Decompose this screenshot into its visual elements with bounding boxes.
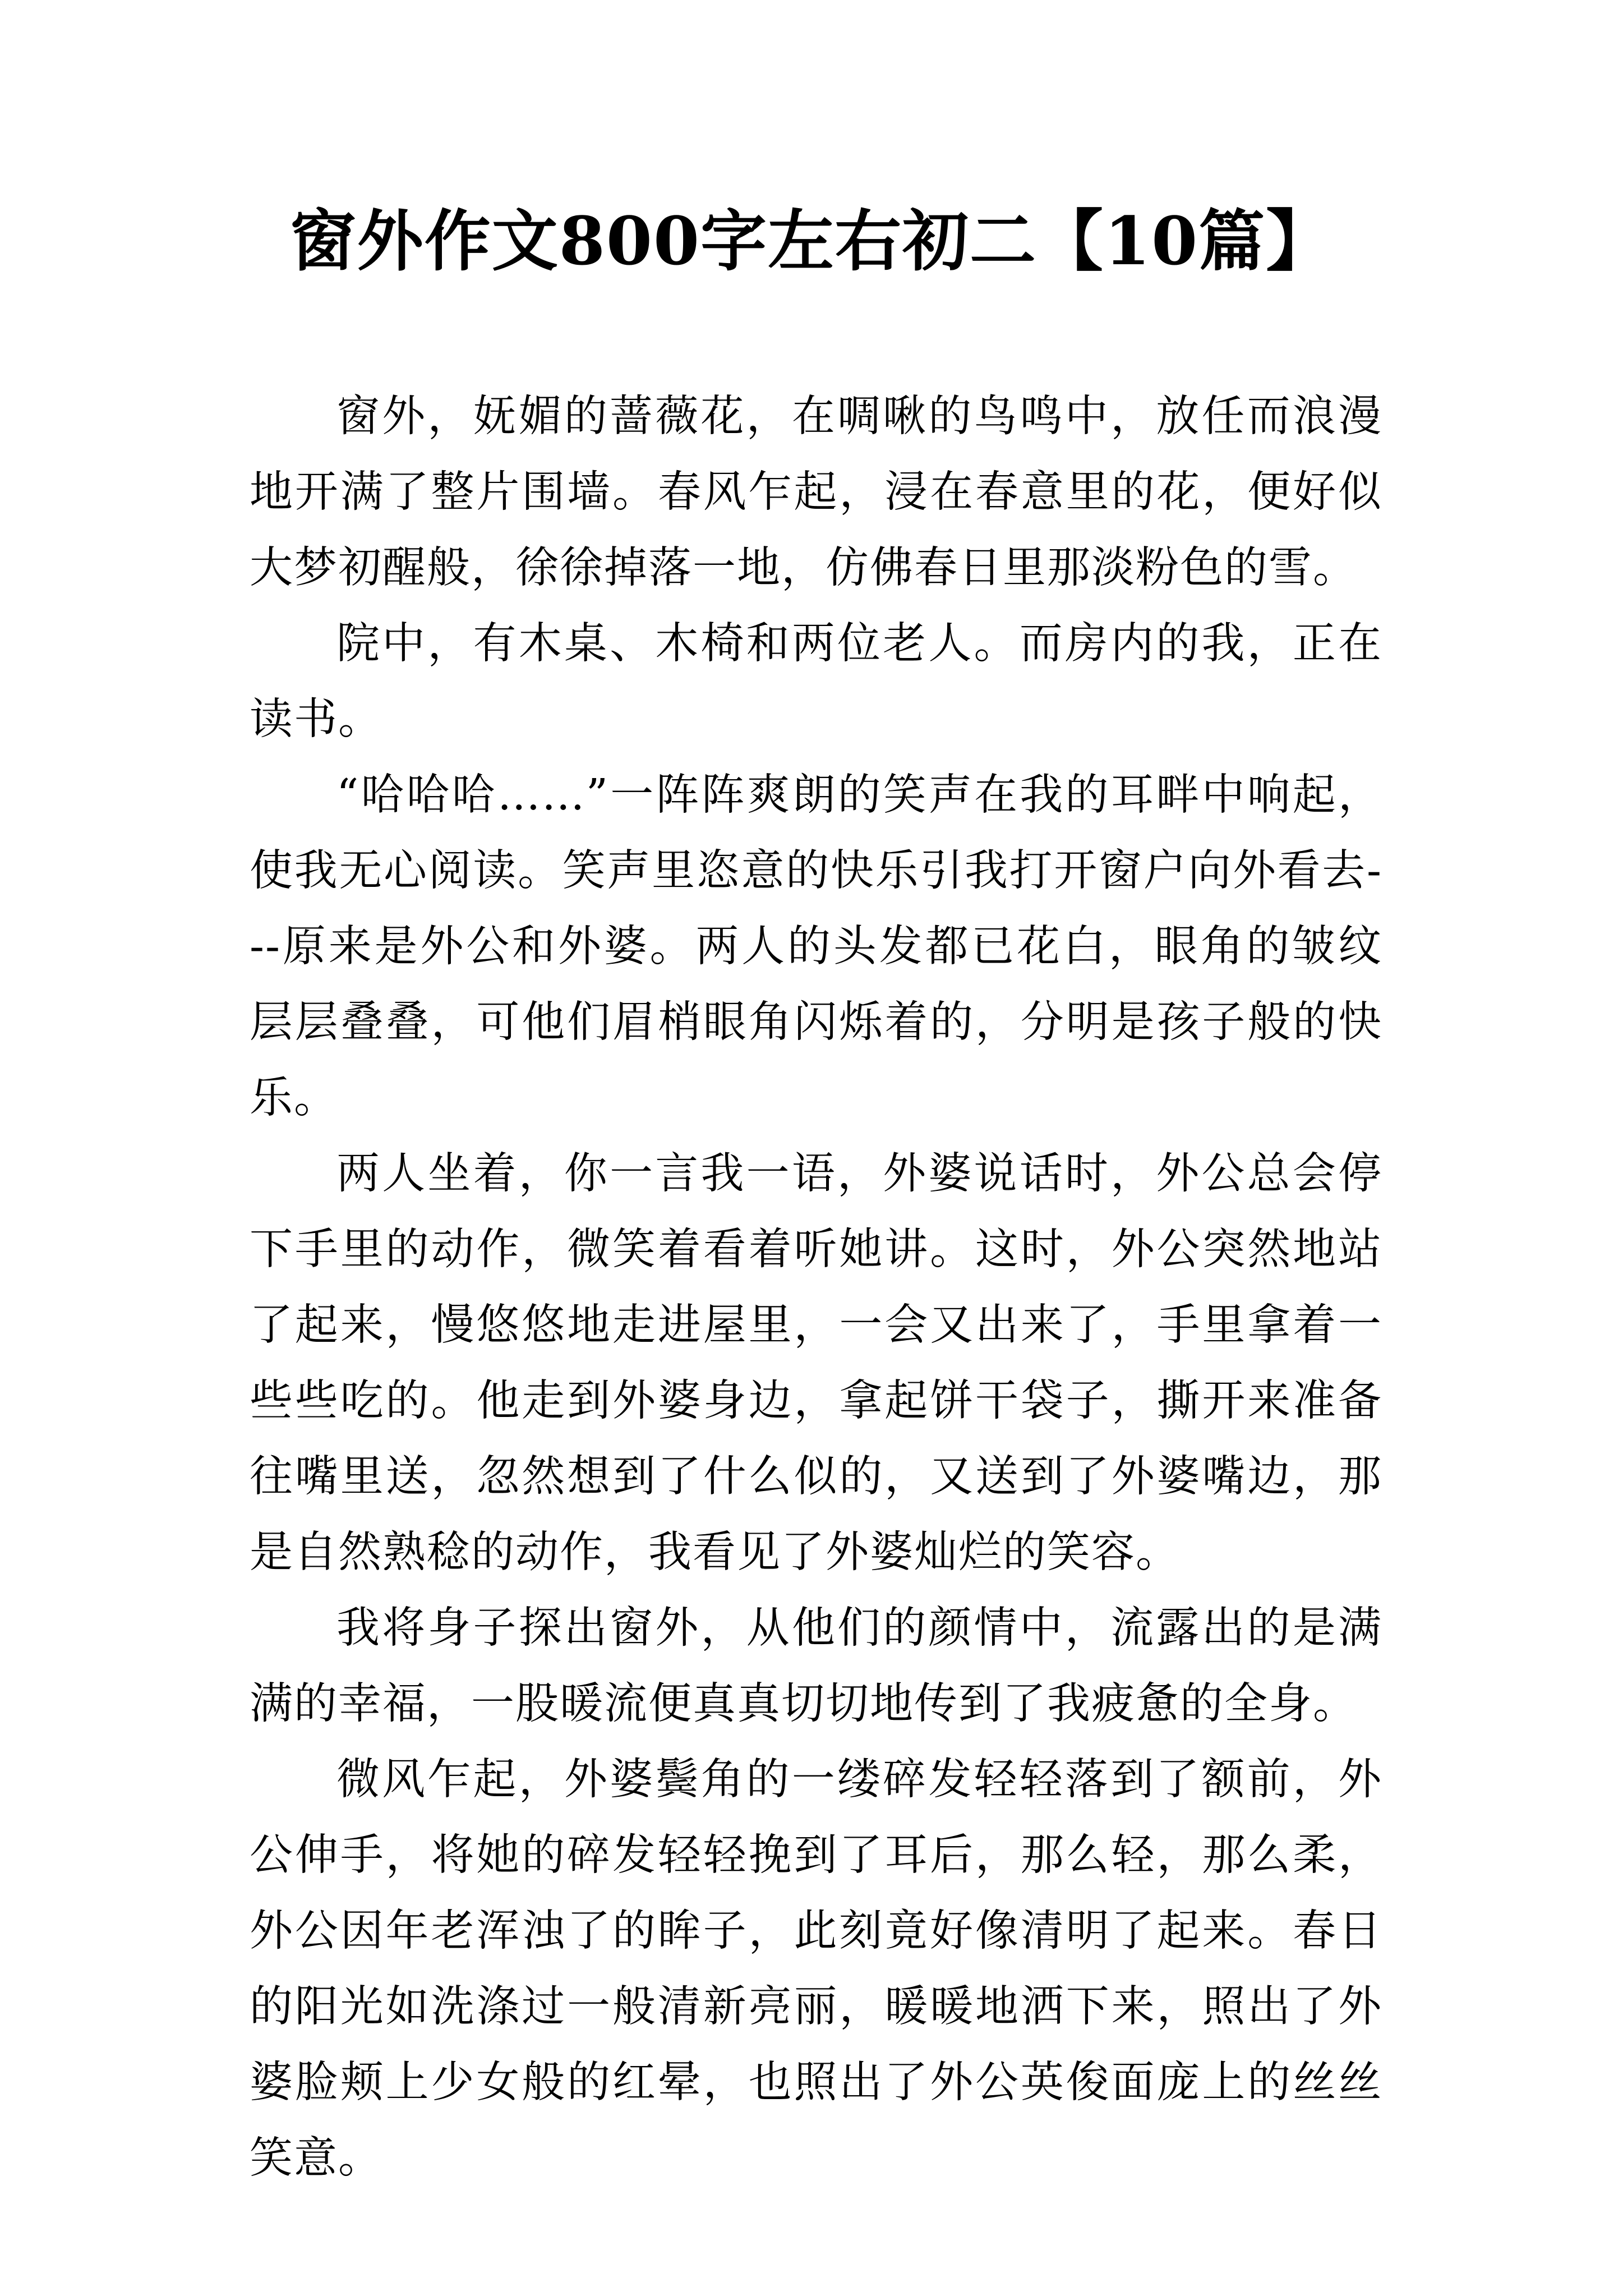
article-body: [250, 379, 1382, 2196]
paragraph: 两人坐着，你一言我一语，外婆说话时，外公总会停下手里的动作，微笑着看着听她讲。这时，外公突然地站了起来，慢悠悠地走进屋里，一会又出来了，手里拿着一些些吃的。他走到外婆身边，拿起饼干袋子，撕开来准备往嘴里送，忽然想到了什么似的，又送到了外婆嘴边，那是自然熟稔的动作，我看见了外婆灿烂的笑容。: [250, 1149, 1382, 1577]
page-title: 窗外作文800字左右初二【10篇】: [289, 202, 1334, 280]
paragraph: 微风乍起，外婆鬓角的一缕碎发轻轻落到了额前，外公伸手，将她的碎发轻轻挽到了耳后，那么轻，那么柔，外公因年老浑浊了的眸子，此刻竟好像清明了起来。春日的阳光如洗涤过一般清新亮丽，暖暖地洒下来，照出了外婆脸颊上少女般的红晕，也照出了外公英俊面庞上的丝丝笑意。: [250, 1755, 1382, 2183]
paragraph: 窗外，妩媚的蔷薇花，在啁啾的鸟鸣中，放任而浪漫地开满了整片围墙。春风乍起，浸在春意里的花，便好似大梦初醒般，徐徐掉落一地，仿佛春日里那淡粉色的雪。: [250, 392, 1382, 593]
paragraph: 我将身子探出窗外，从他们的颜情中，流露出的是满满的幸福，一股暖流便真真切切地传到了我疲惫的全身。: [250, 1603, 1382, 1729]
paragraph: 院中，有木桌、木椅和两位老人。而房内的我，正在读书。: [250, 619, 1382, 744]
paragraph: “哈哈哈……”一阵阵爽朗的笑声在我的耳畔中响起，使我无心阅读。笑声里恣意的快乐引我打开窗户向外看去---原来是外公和外婆。两人的头发都已花白，眼角的皱纹层层叠叠，可他们眉梢眼角闪烁着的，分明是孩子般的快乐。: [250, 770, 1382, 1123]
